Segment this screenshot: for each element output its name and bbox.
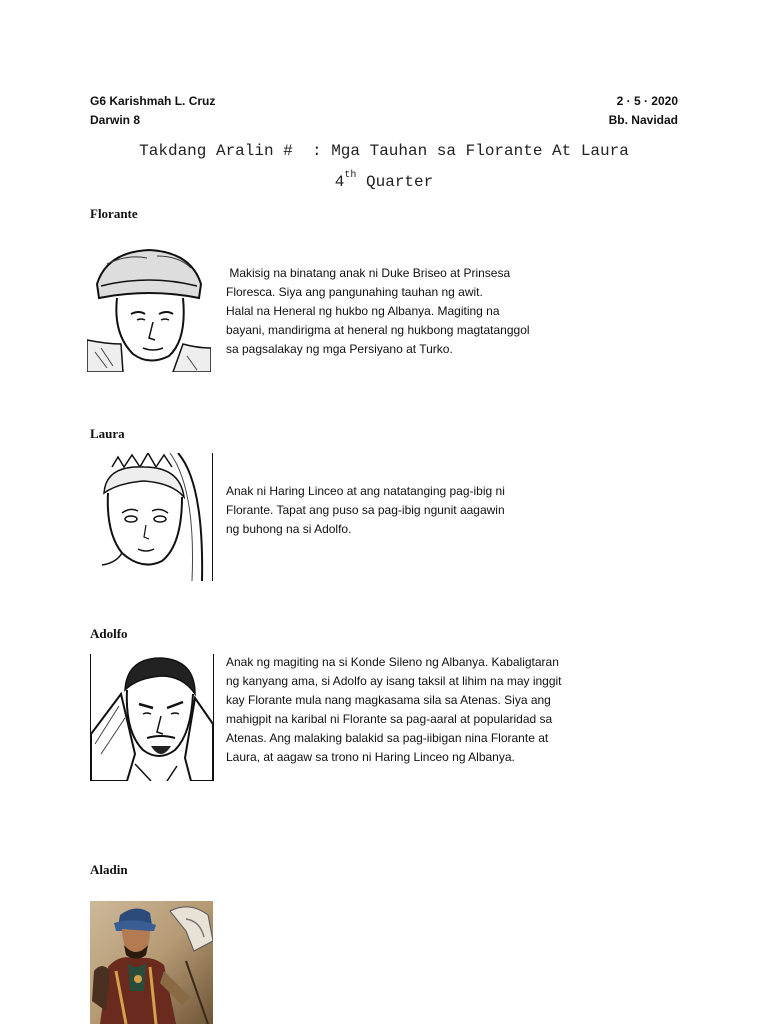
description-line: Atenas. Ang malaking balakid sa pag-iibigan nina Florante at xyxy=(226,731,549,745)
quarter-ordinal: th xyxy=(344,170,357,181)
laura-description xyxy=(226,482,586,539)
student-name: G6 Karishmah L. Cruz xyxy=(90,94,216,108)
description-line: sa pagsalakay ng mga Persiyano at Turko. xyxy=(226,342,453,356)
description-line: bayani, mandirigma at heneral ng hukbong magtatanggol xyxy=(226,323,530,337)
florante-description xyxy=(226,264,586,359)
description-line: Anak ng magiting na si Konde Sileno ng Albanya. Kabaligtaran xyxy=(226,655,559,669)
description-line: mahigpit na karibal ni Florante sa pag-aaral at popularidad sa xyxy=(226,712,553,726)
florante-portrait xyxy=(87,244,211,372)
description-line: Laura, at aagaw sa trono ni Haring Linceo ng Albanya. xyxy=(226,750,515,764)
date-text: 2 · 5 · 2020 xyxy=(616,94,678,108)
description-line: Anak ni Haring Linceo at ang natatanging pag-ibig ni xyxy=(226,484,505,498)
page-subtitle xyxy=(0,170,768,191)
description-line: Florante. Tapat ang puso sa pag-ibig ngunit aagawin xyxy=(226,503,505,517)
date-teacher-info xyxy=(609,92,678,130)
teacher-name: Bb. Navidad xyxy=(608,113,678,127)
description-line: Makisig na binatang anak ni Duke Briseo at Prinsesa xyxy=(226,266,511,280)
description-line: Floresca. Siya ang pangunahing tauhan ng awit. xyxy=(226,285,483,299)
quarter-number: 4 xyxy=(334,173,345,191)
description-line: Halal na Heneral ng hukbo ng Albanya. Magiting na xyxy=(226,304,500,318)
description-line: kay Florante mula nang magkasama sila sa Atenas. Siya ang xyxy=(226,693,551,707)
character-name-laura: Laura xyxy=(90,426,125,441)
page-title-text: Takdang Aralin # : Mga Tauhan sa Florante At Laura xyxy=(139,142,629,160)
page-title xyxy=(0,142,768,160)
adolfo-description xyxy=(226,653,586,767)
description-line: ng kanyang ama, si Adolfo ay isang taksil at lihim na may inggit xyxy=(226,674,562,688)
quarter-label: Quarter xyxy=(356,173,434,191)
character-name-adolfo: Adolfo xyxy=(90,626,128,641)
student-info xyxy=(90,92,215,130)
student-section: Darwin 8 xyxy=(90,113,141,127)
laura-portrait xyxy=(92,453,213,581)
description-line: ng buhong na si Adolfo. xyxy=(226,522,352,536)
adolfo-portrait xyxy=(90,654,214,781)
character-name-aladin: Aladin xyxy=(90,862,128,877)
aladin-portrait xyxy=(90,901,213,1024)
character-name-florante: Florante xyxy=(90,206,138,221)
